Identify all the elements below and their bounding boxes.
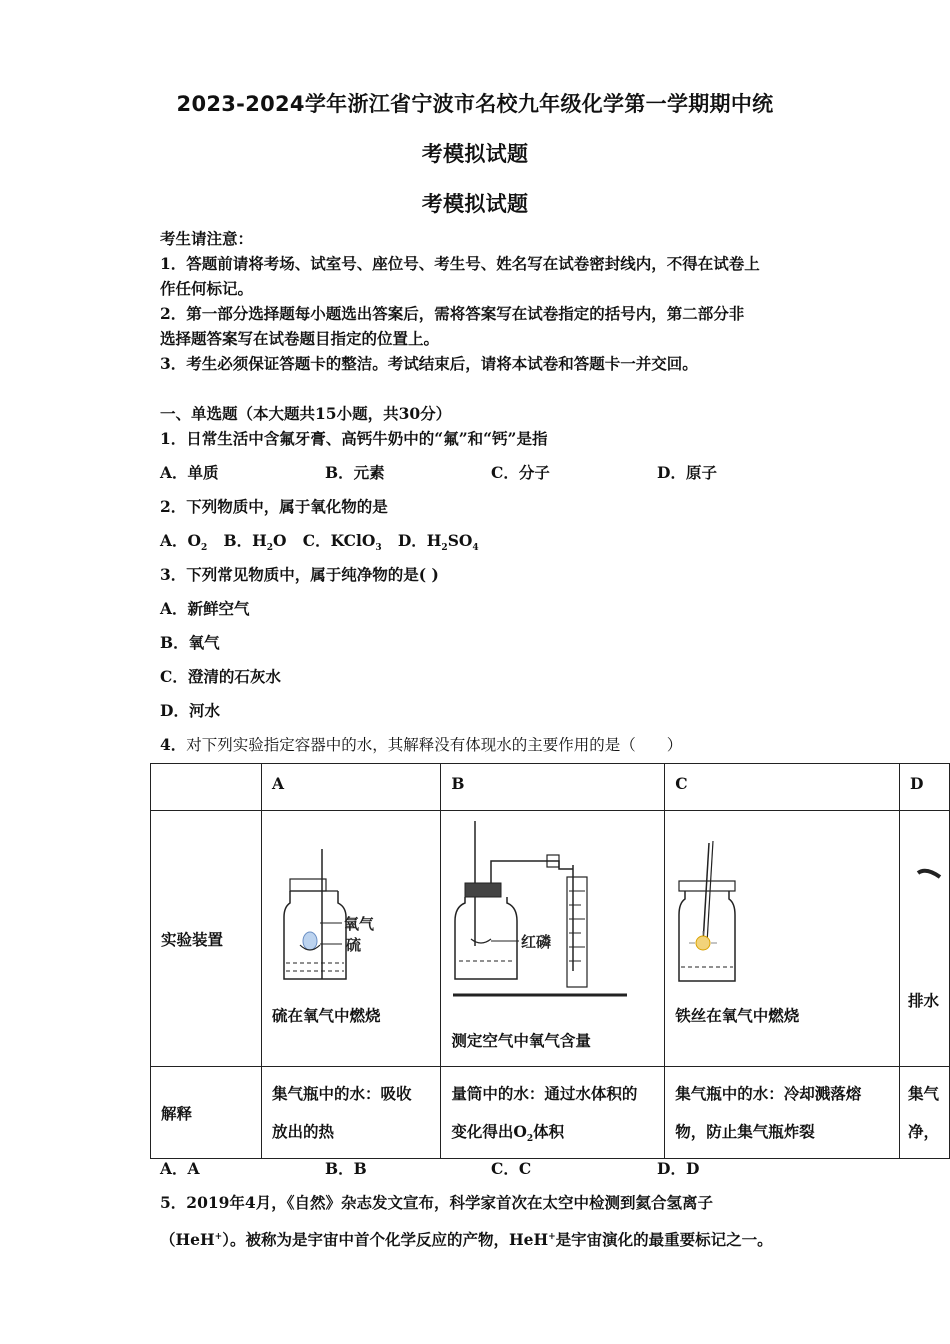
q2-option-b: B．$H_2O$: [223, 531, 287, 554]
q3-option-c: C．澄清的石灰水: [160, 667, 281, 686]
q4-caption-a: 硫在氧气中燃烧: [271, 1006, 381, 1025]
q4-option-b: B．B: [325, 1159, 367, 1178]
q3-stem: 3．下列常见物质中，属于纯净物的是( ): [160, 565, 439, 584]
q1-stem: 1．日常生活中含氟牙膏、高钙牛奶中的“氟”和“钙”是指: [160, 429, 548, 448]
q2-option-a: A．$O_2$: [160, 531, 208, 554]
label-red-phosphorus: 红磷: [521, 933, 552, 951]
q4-explain-b: 量筒中的水：通过水体积的 变化得出$O_2$体积: [451, 1084, 638, 1145]
q4-explain-d: 集气 净，: [907, 1084, 939, 1141]
notice-item-1a: 1．答题前请将考场、试室号、座位号、考生号、姓名写在试卷密封线内，不得在试卷上: [160, 254, 760, 273]
q5-line-2: （HeH+）。被称为是宇宙中首个化学反应的产物，HeH+是宇宙演化的最重要标记之一。: [160, 1230, 773, 1249]
q3-option-a: A．新鲜空气: [160, 599, 250, 618]
exam-title-line-3: 考模拟试题: [421, 192, 529, 216]
q4-header-d: D: [909, 774, 924, 793]
notice-heading: 考生请注意：: [160, 229, 254, 248]
q4-table: [150, 763, 950, 1159]
q4-caption-c: 铁丝在氧气中燃烧: [675, 1006, 800, 1025]
water-displacement-diagram: [900, 851, 944, 911]
q2-option-d: D．$H_2SO_4$: [397, 531, 479, 554]
q4-header-a: A: [271, 774, 284, 793]
q4-option-a: A．A: [160, 1159, 200, 1178]
notice-item-2a: 2．第一部分选择题每小题选出答案后，需将答案写在试卷指定的括号内，第二部分非: [160, 304, 745, 323]
q4-header-b: B: [451, 774, 465, 793]
q4-stem-text: 对下列实验指定容器中的水，其解释没有体现水的主要作用的是（ ）: [186, 736, 683, 754]
section-heading: 一、单选题（本大题共15小题，共30分）: [160, 404, 452, 423]
q4-header-blank: [151, 764, 262, 811]
q2-stem: 2．下列物质中，属于氧化物的是: [160, 497, 388, 516]
exam-title-line-2: 考模拟试题: [421, 142, 529, 166]
iron-combustion-diagram: [665, 831, 902, 1011]
label-oxygen: 氧气: [343, 915, 374, 933]
q3-option-b: B．氧气: [160, 633, 220, 652]
q4-option-d: D．D: [657, 1159, 700, 1178]
q4-explain-c: 集气瓶中的水：冷却溅落熔 物，防止集气瓶炸裂: [675, 1084, 862, 1141]
q3-option-d: D．河水: [160, 701, 220, 720]
q1-option-b: B．元素: [325, 463, 385, 482]
sulfur-combustion-diagram: [262, 831, 443, 1011]
q4-number: 4．: [160, 735, 187, 754]
q1-option-c: C．分子: [491, 463, 550, 482]
q4-apparatus-row: [151, 811, 950, 1067]
q4-caption-d: 排水: [907, 991, 939, 1010]
q4-explain-row: [151, 1067, 950, 1159]
oxygen-content-diagram: [441, 821, 667, 1011]
label-sulfur: 硫: [345, 936, 361, 954]
exam-title-line-1: 2023-2024学年浙江省宁波市名校九年级化学第一学期期中统: [176, 92, 774, 116]
q4-stem: [160, 733, 682, 755]
q4-option-c: C．C: [491, 1159, 532, 1178]
q2-options: [160, 529, 479, 553]
q4-apparatus-label: 实验装置: [151, 811, 262, 1067]
q4-explain-label: 解释: [151, 1067, 262, 1159]
q1-option-d: D．原子: [657, 463, 717, 482]
notice-item-3: 3．考生必须保证答题卡的整洁。考试结束后，请将本试卷和答题卡一并交回。: [160, 354, 698, 373]
q2-option-c: C．KClO$_3$: [302, 531, 382, 554]
q5-line-1: 5．2019年4月，《自然》杂志发文宣布，科学家首次在太空中检测到氦合氢离子: [160, 1193, 713, 1212]
q4-header-c: C: [675, 774, 688, 793]
q4-caption-b: 测定空气中氧气含量: [451, 1031, 591, 1050]
q4-header-row: [151, 764, 950, 811]
q1-option-a: A．单质: [160, 463, 219, 482]
notice-item-2b: 选择题答案写在试卷题目指定的位置上。: [160, 329, 440, 348]
notice-item-1b: 作任何标记。: [160, 279, 254, 298]
q4-explain-a: 集气瓶中的水：吸收 放出的热: [271, 1084, 412, 1141]
